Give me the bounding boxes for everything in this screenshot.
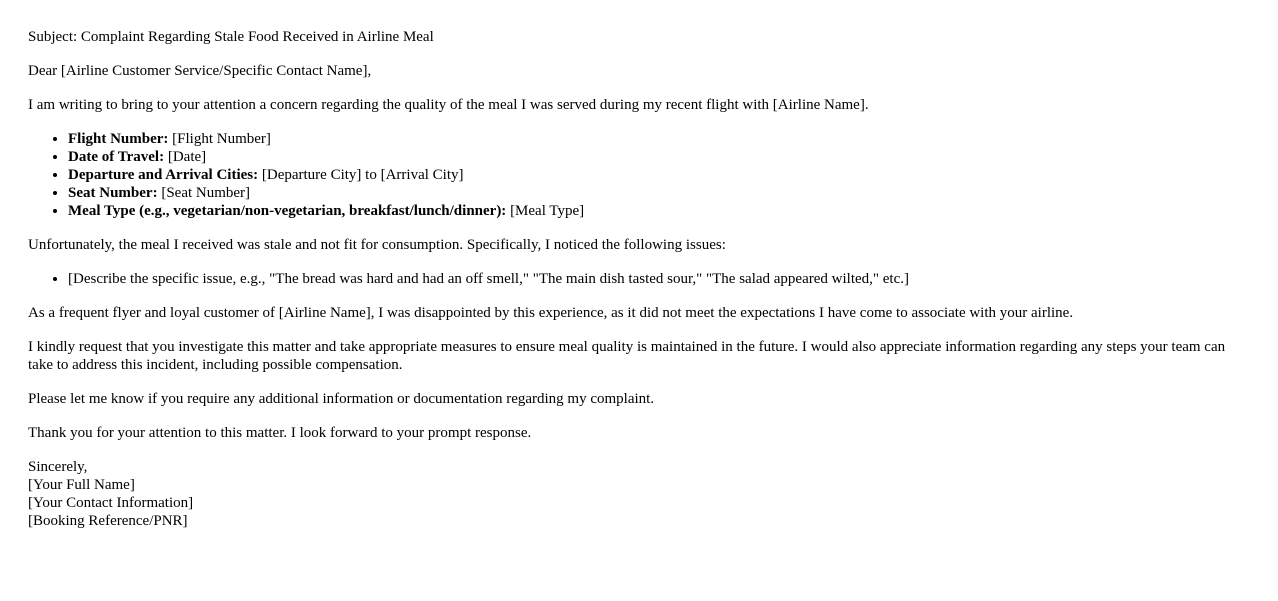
disappointment-paragraph: As a frequent flyer and loyal customer of [Airline Name], I was disappointed by this experience, as it did not meet the expectations I have come to associate with your airline.: [28, 305, 1074, 321]
detail-value: [Date]: [164, 149, 207, 165]
detail-value: [Departure City] to [Arrival City]: [258, 167, 464, 183]
signature-block: [28, 458, 1250, 530]
detail-seat-number: [68, 184, 1250, 202]
signature-booking: [Booking Reference/PNR]: [28, 513, 188, 529]
request-paragraph: I kindly request that you investigate this matter and take appropriate measures to ensure meal quality is maintained in the future. I would also appreciate information regarding any steps your team can take to address this incident, including possible compensation.: [28, 339, 1226, 373]
issues-list: [28, 270, 1250, 288]
intro-paragraph: I am writing to bring to your attention a concern regarding the quality of the meal I was served during my recent flight with [Airline Name].: [28, 97, 869, 113]
flight-details-list: [28, 130, 1250, 220]
issue-intro-paragraph: Unfortunately, the meal I received was stale and not fit for consumption. Specifically, I noticed the following issues:: [28, 237, 726, 253]
closing: Sincerely,: [28, 459, 88, 475]
detail-flight-number: [68, 130, 1250, 148]
detail-date-of-travel: [68, 148, 1250, 166]
detail-cities: [68, 166, 1250, 184]
thanks-paragraph: Thank you for your attention to this matter. I look forward to your prompt response.: [28, 425, 532, 441]
signature-contact: [Your Contact Information]: [28, 495, 194, 511]
subject-line: Subject: Complaint Regarding Stale Food Received in Airline Meal: [28, 29, 434, 45]
additional-info-paragraph: Please let me know if you require any additional information or documentation regarding my complaint.: [28, 391, 655, 407]
detail-value: [Meal Type]: [506, 203, 585, 219]
detail-label: Flight Number:: [68, 131, 169, 147]
detail-label: Seat Number:: [68, 185, 158, 201]
issue-item: • [Describe the specific issue, e.g., "The bread was hard and had an off smell," "The main dish tasted sour," "The salad appeared wilted," etc.]: [68, 270, 1250, 288]
detail-label: Meal Type (e.g., vegetarian/non-vegetarian, breakfast/lunch/dinner):: [68, 203, 507, 219]
detail-value: [Seat Number]: [157, 185, 251, 201]
detail-meal-type: [68, 202, 1250, 220]
greeting: Dear [Airline Customer Service/Specific Contact Name],: [28, 63, 372, 79]
detail-label: Departure and Arrival Cities:: [68, 167, 259, 183]
signature-name: [Your Full Name]: [28, 477, 135, 493]
detail-value: [Flight Number]: [168, 131, 271, 147]
detail-label: Date of Travel:: [68, 149, 165, 165]
